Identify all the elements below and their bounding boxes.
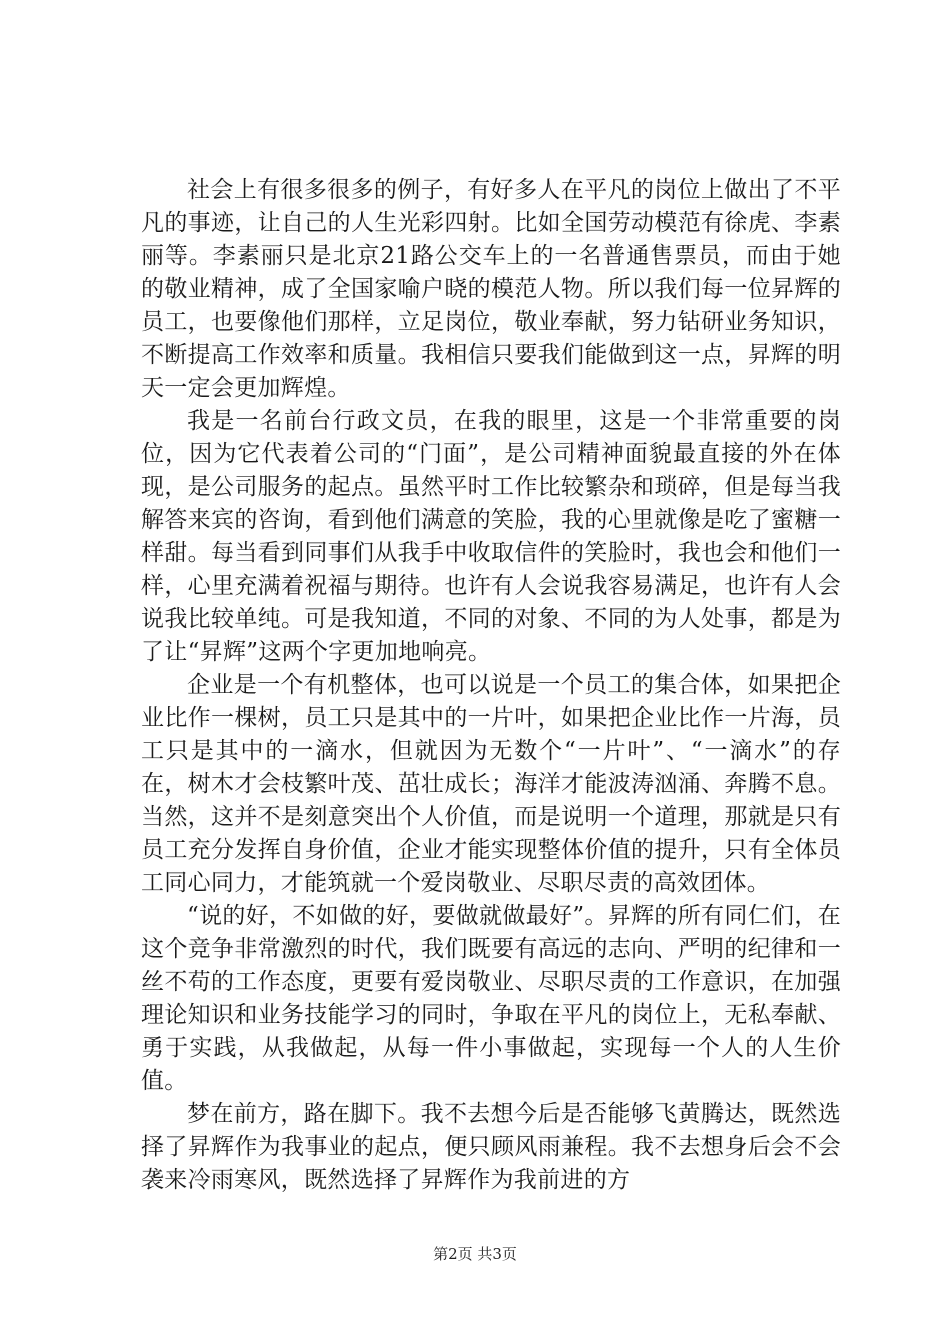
paragraph-3: 企业是一个有机整体，也可以说是一个员工的集合体，如果把企业比作一棵树，员工只是其中的一片叶，如果把企业比作一片海，员工只是其中的一滴水，但就因为无数个“一片叶”、“一滴水”的存在，树木才会枝繁叶茂、茁壮成长；海洋才能波涛汹涌、奔腾不息。当然，这并不是刻意突出个人价值，而是说明一个道理，那就是只有员工充分发挥自身价值，企业才能实现整体价值的提升，只有全体员工同心同力，才能筑就一个爱岗敬业、尽职尽责的高效团体。: [141, 672, 841, 896]
paragraph-4: “说的好，不如做的好，要做就做最好”。昇辉的所有同仁们，在这个竞争非常激烈的时代，我们既要有高远的志向、严明的纪律和一丝不苟的工作态度，更要有爱岗敬业、尽职尽责的工作意识，在加强理论知识和业务技能学习的同时，争取在平凡的岗位上，无私奉献、勇于实践，从我做起，从每一件小事做起，实现每一个人的人生价值。: [141, 903, 841, 1094]
paragraph-2: 我是一名前台行政文员，在我的眼里，这是一个非常重要的岗位，因为它代表着公司的“门面”，是公司精神面貌最直接的外在体现，是公司服务的起点。虽然平时工作比较繁杂和琐碎，但是每当我解答来宾的咨询，看到他们满意的笑脸，我的心里就像是吃了蜜糖一样甜。每当看到同事们从我手中收取信件的笑脸时，我也会和他们一样，心里充满着祝福与期待。也许有人会说我容易满足，也许有人会说我比较单纯。可是我知道，不同的对象、不同的为人处事，都是为了让“昇辉”这两个字更加地响亮。: [141, 408, 841, 665]
paragraph-1: 社会上有很多很多的例子，有好多人在平凡的岗位上做出了不平凡的事迹，让自己的人生光彩四射。比如全国劳动模范有徐虎、李素丽等。李素丽只是北京21路公交车上的一名普通售票员，而由于她的敬业精神，成了全国家喻户晓的模范人物。所以我们每一位昇辉的员工，也要像他们那样，立足岗位，敬业奉献，努力钻研业务知识，不断提高工作效率和质量。我相信只要我们能做到这一点，昇辉的明天一定会更加辉煌。: [141, 177, 841, 401]
paragraph-5: 梦在前方，路在脚下。我不去想今后是否能够飞黄腾达，既然选择了昇辉作为我事业的起点，便只顾风雨兼程。我不去想身后会不会袭来冷雨寒风，既然选择了昇辉作为我前进的方: [141, 1101, 841, 1193]
page-footer: 第2页 共3页: [433, 1245, 517, 1263]
document-body: [141, 174, 841, 1197]
